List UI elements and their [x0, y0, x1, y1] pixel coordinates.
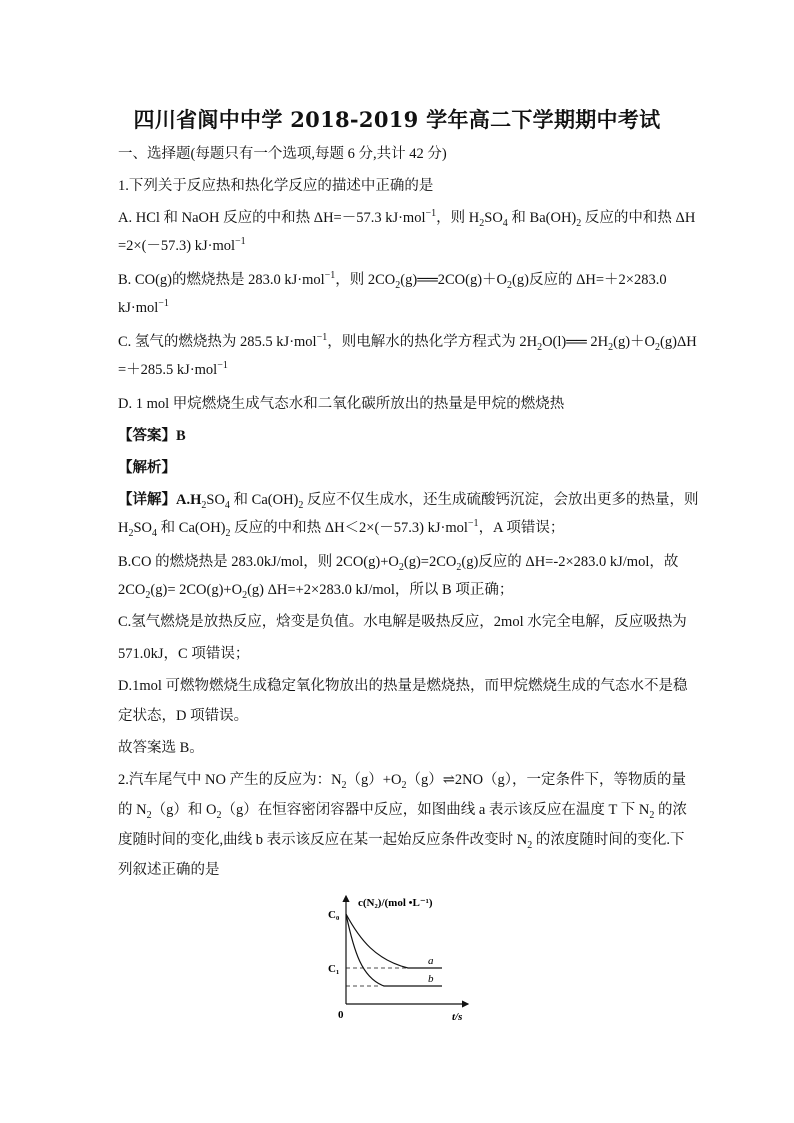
- q1-option-b-line2: kJ·mol$^{-1}$: [118, 298, 169, 316]
- q1-option-c-line1: C. 氢气的燃烧热为 285.5 kJ·mol$^{-1}$，则电解水的热化学方程式为 $2H_2O(l)══$ $2H_2(g)+O_2(g)\Delta H$: [118, 332, 697, 353]
- explain-c-line1: C.氢气燃烧是放热反应，焓变是负值。水电解是吸热反应，2mol 水完全电解，反应吸热为: [118, 614, 687, 630]
- concentration-time-figure: [318, 892, 478, 1022]
- q2-line2: 的 $N_2(g)$和 $O_2(g)$在恒容密闭容器中反应，如图曲线 a 表示该反应在温度 T 下 $N_2$ 的浓: [118, 802, 687, 821]
- conclusion: 故答案选 B。: [118, 740, 204, 756]
- explain-a-line2: $H_2SO_4$ 和 $Ca(OH)_2$ 反应的中和热 ΔH＜2×(－57.3) kJ·mol$^{-1}$，A 项错误；: [118, 518, 565, 539]
- origin-label: 0: [338, 1009, 344, 1021]
- q1-option-d: D. 1 mol 甲烷燃烧生成气态水和二氧化碳所放出的热量是甲烷的燃烧热: [118, 396, 565, 412]
- q1-option-c-line2: =＋285.5 kJ·mol$^{-1}$: [118, 360, 228, 378]
- explain-a-line1: 【详解】$A.H_2SO_4$ 和 $Ca(OH)_2$ 反应不仅生成水，还生成硫酸钙沉淀，会放出更多的热量，则: [118, 492, 699, 511]
- c1-label: C₁: [328, 963, 340, 975]
- answer-label: 【答案】B: [118, 428, 186, 444]
- q1-option-a-line2: =2×(－57.3) kJ·mol$^{-1}$: [118, 236, 246, 254]
- section-heading: 一、选择题(每题只有一个选项,每题 6 分,共计 42 分): [118, 146, 447, 162]
- curve-b-label: b: [428, 973, 434, 985]
- y-axis-label: c(N₂)/(mol •L⁻¹): [358, 897, 433, 909]
- q1-stem: 1.下列关于反应热和热化学反应的描述中正确的是: [118, 178, 434, 194]
- q2-line3: 度随时间的变化,曲线 b 表示该反应在某一起始反应条件改变时 $N_2$ 的浓度随时间的变化.下: [118, 832, 685, 851]
- x-axis-label: t/s: [452, 1011, 463, 1022]
- q1-option-b-line1: B. CO(g)的燃烧热是 283.0 kJ·mol$^{-1}$，则 $2CO_2(g)══2CO(g)+O_2(g)$反应的 ΔH=＋2×283.0: [118, 270, 667, 291]
- curve-a-label: a: [428, 955, 434, 967]
- page-title: 四川省阆中中学 2018-2019 学年高二下学期期中考试: [133, 107, 661, 132]
- explain-d-line1: D.1mol 可燃物燃烧生成稳定氧化物放出的热量是燃烧热，而甲烷燃烧生成的气态水不是稳: [118, 678, 688, 694]
- c0-label: C₀: [328, 909, 340, 921]
- q1-option-a-line1: A. HCl 和 NaOH 反应的中和热 ΔH=－57.3 kJ·mol$^{-1}$，则 $H_2SO_4$ 和 $Ba(OH)_2$ 反应的中和热 ΔH: [118, 208, 696, 229]
- explain-d-line2: 定状态，D 项错误。: [118, 708, 249, 724]
- explain-b-line1: B.CO 的燃烧热是 283.0kJ/mol，则 $2CO(g)+O_2(g)=2CO_2(g)$反应的 ΔH=-2×283.0 kJ/mol，故: [118, 554, 679, 573]
- q2-line4: 列叙述正确的是: [118, 862, 220, 878]
- explain-b-line2: $2CO_2(g)= 2CO(g)+O_2(g)$ ΔH=+2×283.0 kJ/mol，所以 B 项正确；: [118, 582, 514, 601]
- q2-line1: 2.汽车尾气中 NO 产生的反应为：$N_2(g)+O_2(g)\rightleftharpoons 2NO(g)$，一定条件下，等物质的量: [118, 772, 687, 791]
- explain-c-line2: 571.0kJ，C 项错误；: [118, 646, 250, 662]
- analysis-label: 【解析】: [118, 460, 176, 476]
